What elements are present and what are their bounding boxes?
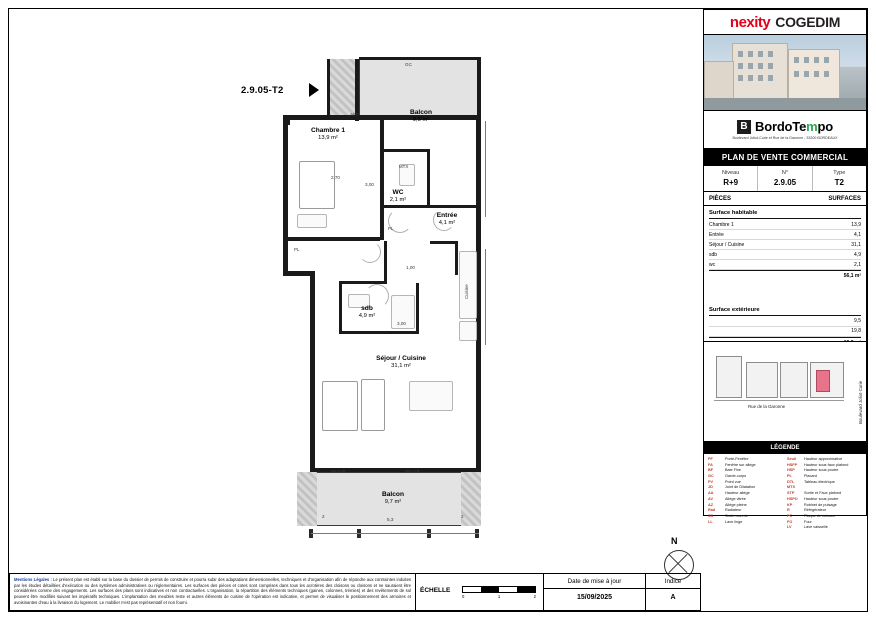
dim-line-right-1 [485,121,486,217]
wall-hall-left [384,241,387,283]
program-name-1: BordoTe [755,119,807,134]
wall-left-lower [310,271,315,473]
legend-item [787,525,862,531]
legend-column-right [787,457,862,530]
legend-box [703,454,867,530]
row-label: sdb [709,251,718,258]
legend-text: Socle ouverte [725,513,749,518]
unit-label: 2.9.05-T2 [241,85,284,96]
annotation-pf-right: PF+VR [405,469,420,474]
wall-cuisine-left [455,241,458,275]
floor-plan-area [9,9,701,611]
legend-code: GC [708,474,714,479]
annotation-cuisine: Cuisine [464,284,469,299]
legend-text: Radiateur [725,508,742,513]
doc-title: PLAN DE VENTE COMMERCIAL [703,149,867,166]
wall-sdb-right [416,283,419,333]
dim-balcon-left: 2 [322,514,325,519]
keyplan-block-b [746,362,778,398]
photo-ground [704,98,866,110]
table-row [709,220,861,230]
program-address: Boulevard Joliot-Curie et Rue de la Garonne - 33200 BORDEAUX [732,136,838,140]
meta-row [703,166,867,192]
indice-label: Indice [646,574,700,589]
table-row [709,327,861,337]
scale-box [416,574,544,610]
legend-code: MTX [787,485,796,490]
legend-text: Lave linge [725,519,743,524]
program-name-2: po [817,119,833,134]
annotation-mtx: MTX [399,164,409,169]
legend-code: Seuil [787,457,797,461]
meta-numero-key: N° [781,170,789,176]
keyplan-street-right: Boulevard Joliot-Curie [858,380,863,424]
wall-left-upper [283,115,288,275]
indice-value: A [670,594,676,601]
legend-text: Lave vaisselle [804,525,828,530]
legend-text: Hauteur sous faux plafond [804,462,849,467]
wall-sdb-left [339,281,342,333]
row-label: wc [709,261,716,268]
meta-niveau-key: Niveau [721,170,740,176]
legend-code: DTL [787,479,795,484]
legend-code: R [787,508,790,513]
legend-code: AV [708,496,713,501]
legend-code: PC [787,513,793,518]
dim-sdb: 3,00 [397,321,406,326]
wall-balcony-right [477,57,481,121]
scale-tick-0: 0 [462,594,465,599]
indice-box [646,574,700,610]
legend-code: AZ [708,502,714,507]
table-row [709,317,861,327]
program-mark-icon: B [737,120,751,134]
furniture-wardrobe [297,214,327,228]
legend-text: Hauteur approximative [804,457,843,461]
brand-header [703,9,867,35]
wall-entree-bottom [430,205,476,208]
date-label: Date de mise à jour [544,574,645,589]
scale-tick-2: 2 [533,594,536,599]
side-panel [703,9,867,611]
legend-text: Garde-corps [725,474,747,479]
room-label-sdb: sdb 4,9 m² [358,305,376,320]
annotation-pl: PL [388,226,394,231]
dim-balcon-right: 2 [461,514,464,519]
legend-code: HSPO [787,496,798,501]
keyplan-block-a [716,356,742,398]
legend-code: PF [708,457,713,461]
wall-wc-bottom [384,205,430,208]
row-value: 31,1 [851,241,861,248]
legend-column-left [708,457,783,524]
legend-text: Hauteur sous poutre [804,496,839,501]
legend-text: Robinet de puisage [804,502,837,507]
table-row [709,260,861,270]
cogedim-logo: COGEDIM [775,14,841,30]
row-value: 2,1 [854,261,861,268]
furniture-bed [299,161,335,209]
legend-text: Tableau électrique [804,479,835,484]
wall-detail-1 [288,117,290,125]
keyplan-street-line [714,400,844,401]
scale-tick-1: 1 [497,594,501,599]
building-photo [703,35,867,111]
legend-code: HSFP [787,462,798,467]
annotation-app: APP [350,112,360,117]
room-label-entree: Entrée 4,1 m² [436,212,458,227]
surface-table [703,206,867,342]
room-label-balcon-bottom: Balcon 9,7 m² [382,491,404,506]
wall-balcony-left [327,59,330,119]
door-swing-3 [359,241,381,263]
furniture-fridge [459,321,477,341]
scale-bar [462,586,536,599]
legend-text: Réfrigérateur [804,508,827,513]
room-label-sejour: Séjour / Cuisine 31,1 m² [376,355,426,370]
annotation-pf-left: PF+VR [331,469,346,474]
keyplan-street-bottom: Rue de la Garonne [748,404,786,409]
total-value: 56,1 m² [843,273,861,279]
dim-hall: 1,00 [406,265,415,270]
unit-arrow-icon [309,83,319,97]
floor-plan-drawing [9,9,701,569]
hatch-bottom-left [297,472,317,526]
legend-code: Rad [708,508,716,513]
room-label-wc: WC 2,1 m² [389,189,407,204]
legend-code: LV [787,525,792,530]
meta-numero [757,166,811,191]
table-total-habitable [709,270,861,281]
date-box [544,574,646,610]
legend-text: Placard [804,474,817,479]
row-value: 13,9 [851,221,861,228]
legend-text: Fenêtre sur allège [725,462,756,467]
key-plan [703,342,867,442]
legal-notice [10,574,416,610]
wall-sdb-bottom [339,331,419,334]
meta-niveau-value: R+9 [723,178,739,187]
wall-wc-top [384,149,430,152]
legend-text: Baie Fixe [725,468,741,473]
legend-text: Allège pleine [725,502,747,507]
section-exterieure-title: Surface extérieure [709,307,861,316]
keyplan-block-c [780,362,808,398]
wall-balcony-top [359,57,481,60]
legend-text: Hauteur allège [725,491,750,496]
meta-type-value: T2 [834,178,844,187]
legend-text: Allège vitrée [725,496,746,501]
annotation-gc: GC [405,62,412,67]
legal-text: Le présent plan est établi sur la base du dossier de permis de construire et pourra subir des adaptations dimensionnelles, techniques et d'organisation afin de répondre aux contraintes induites par les études détaillées d'exécution ou des systèmes administratives ou réglementaires. Les surfaces des pièces et cotes sont comprises dans tous les acrotères des cloisons ou cloisons et ne sauraient être considérées comme des engagements. Les surfaces des plans sont indicatives et non contractuelles. L'organisation, la répartition des éléments techniques (gaines, colonnes, trémies) et des revêtements de sol peuvent être modifiés suivant les impératifs techniques. L'implantation des meubles reste et autres éléments de cuisine de l'opération est indicative, et permet de visualiser le positionnement des armoires et avoisinantes d'eau à la livraison du logement. Le mobilier n'est pas représentatif et non fourni. [14,577,411,605]
legend-code: KP [787,502,793,507]
legend-code: BF [708,468,714,473]
wall-entree-low [430,241,458,244]
program-logo [703,111,867,149]
bottom-info-bar [9,573,701,611]
meta-numero-value: 2.9.05 [773,178,797,187]
col-pieces: PIÈCES [709,195,732,202]
wall-chambre-right [380,120,384,240]
date-value: 15/09/2025 [576,594,613,601]
legend-title: LÉGENDE [703,442,867,454]
row-value: 19,8 [851,328,861,334]
program-name-accent: m [806,119,818,134]
compass-north-label: N [671,536,678,546]
row-label: Séjour / Cuisine [709,241,745,248]
row-label: Entrée [709,231,724,238]
meta-type [812,166,866,191]
wall-wc-right [427,149,430,207]
legend-code: HSP [787,468,795,473]
row-label: Chambre 1 [709,221,734,228]
legend-code: PL [787,474,792,479]
legend-text: Hauteur sous poutre [804,468,839,473]
section-habitable-title: Surface habitable [709,210,861,219]
legend-text: Point vue [725,479,741,484]
table-row [709,240,861,250]
legend-text: Porte-Fenêtre [725,457,749,461]
legend-code: AA [708,491,714,496]
keyplan-highlight-unit [816,370,830,392]
meta-niveau [704,166,757,191]
dim-chambre-1: 2,70 [331,175,340,180]
table-row [709,250,861,260]
legend-code: FA [708,462,713,467]
furniture-sofa [322,381,358,431]
scale-label: ÉCHELLE [420,587,451,594]
surface-table-header [703,192,867,206]
photo-building-far-left [704,61,734,101]
dim-balcon-mid: 5,3 [387,517,394,522]
legend-code: JD [708,485,713,490]
dim-line-right-2 [485,249,486,345]
col-surfaces: SURFACES [828,195,861,202]
legend-code: PV [708,479,714,484]
legend-text: Sortie et Faux plafond [804,491,842,496]
hatch-bottom-right [461,472,481,526]
room-label-balcon-top: Balcon 9,5 m² [410,109,432,124]
furniture-armchair [361,379,385,431]
legend-text: Four [804,519,812,524]
dim-chambre-2: 3,00 [365,182,374,187]
nexity-logo: nexity [729,13,771,31]
dim-line-bottom [311,533,479,534]
furniture-table [409,381,453,411]
row-value: 4,9 [854,251,861,258]
legal-title: Mentions Légales : [14,577,52,582]
row-value: 9,5 [854,318,861,324]
meta-type-key: Type [833,170,846,176]
room-label-chambre: Chambre 1 13,9 m² [310,127,346,142]
legend-item [708,520,783,526]
legend-code: LL [708,519,713,524]
annotation-pl-2: PL [294,247,300,252]
legend-code: SS [708,513,714,518]
table-row [709,230,861,240]
legend-code: STP [787,491,795,496]
legend-text: Plaque de cuisson [804,513,836,518]
legend-text: Joint de Dilatation [725,485,756,490]
row-value: 4,1 [854,231,861,238]
legend-code: FO [787,519,793,524]
